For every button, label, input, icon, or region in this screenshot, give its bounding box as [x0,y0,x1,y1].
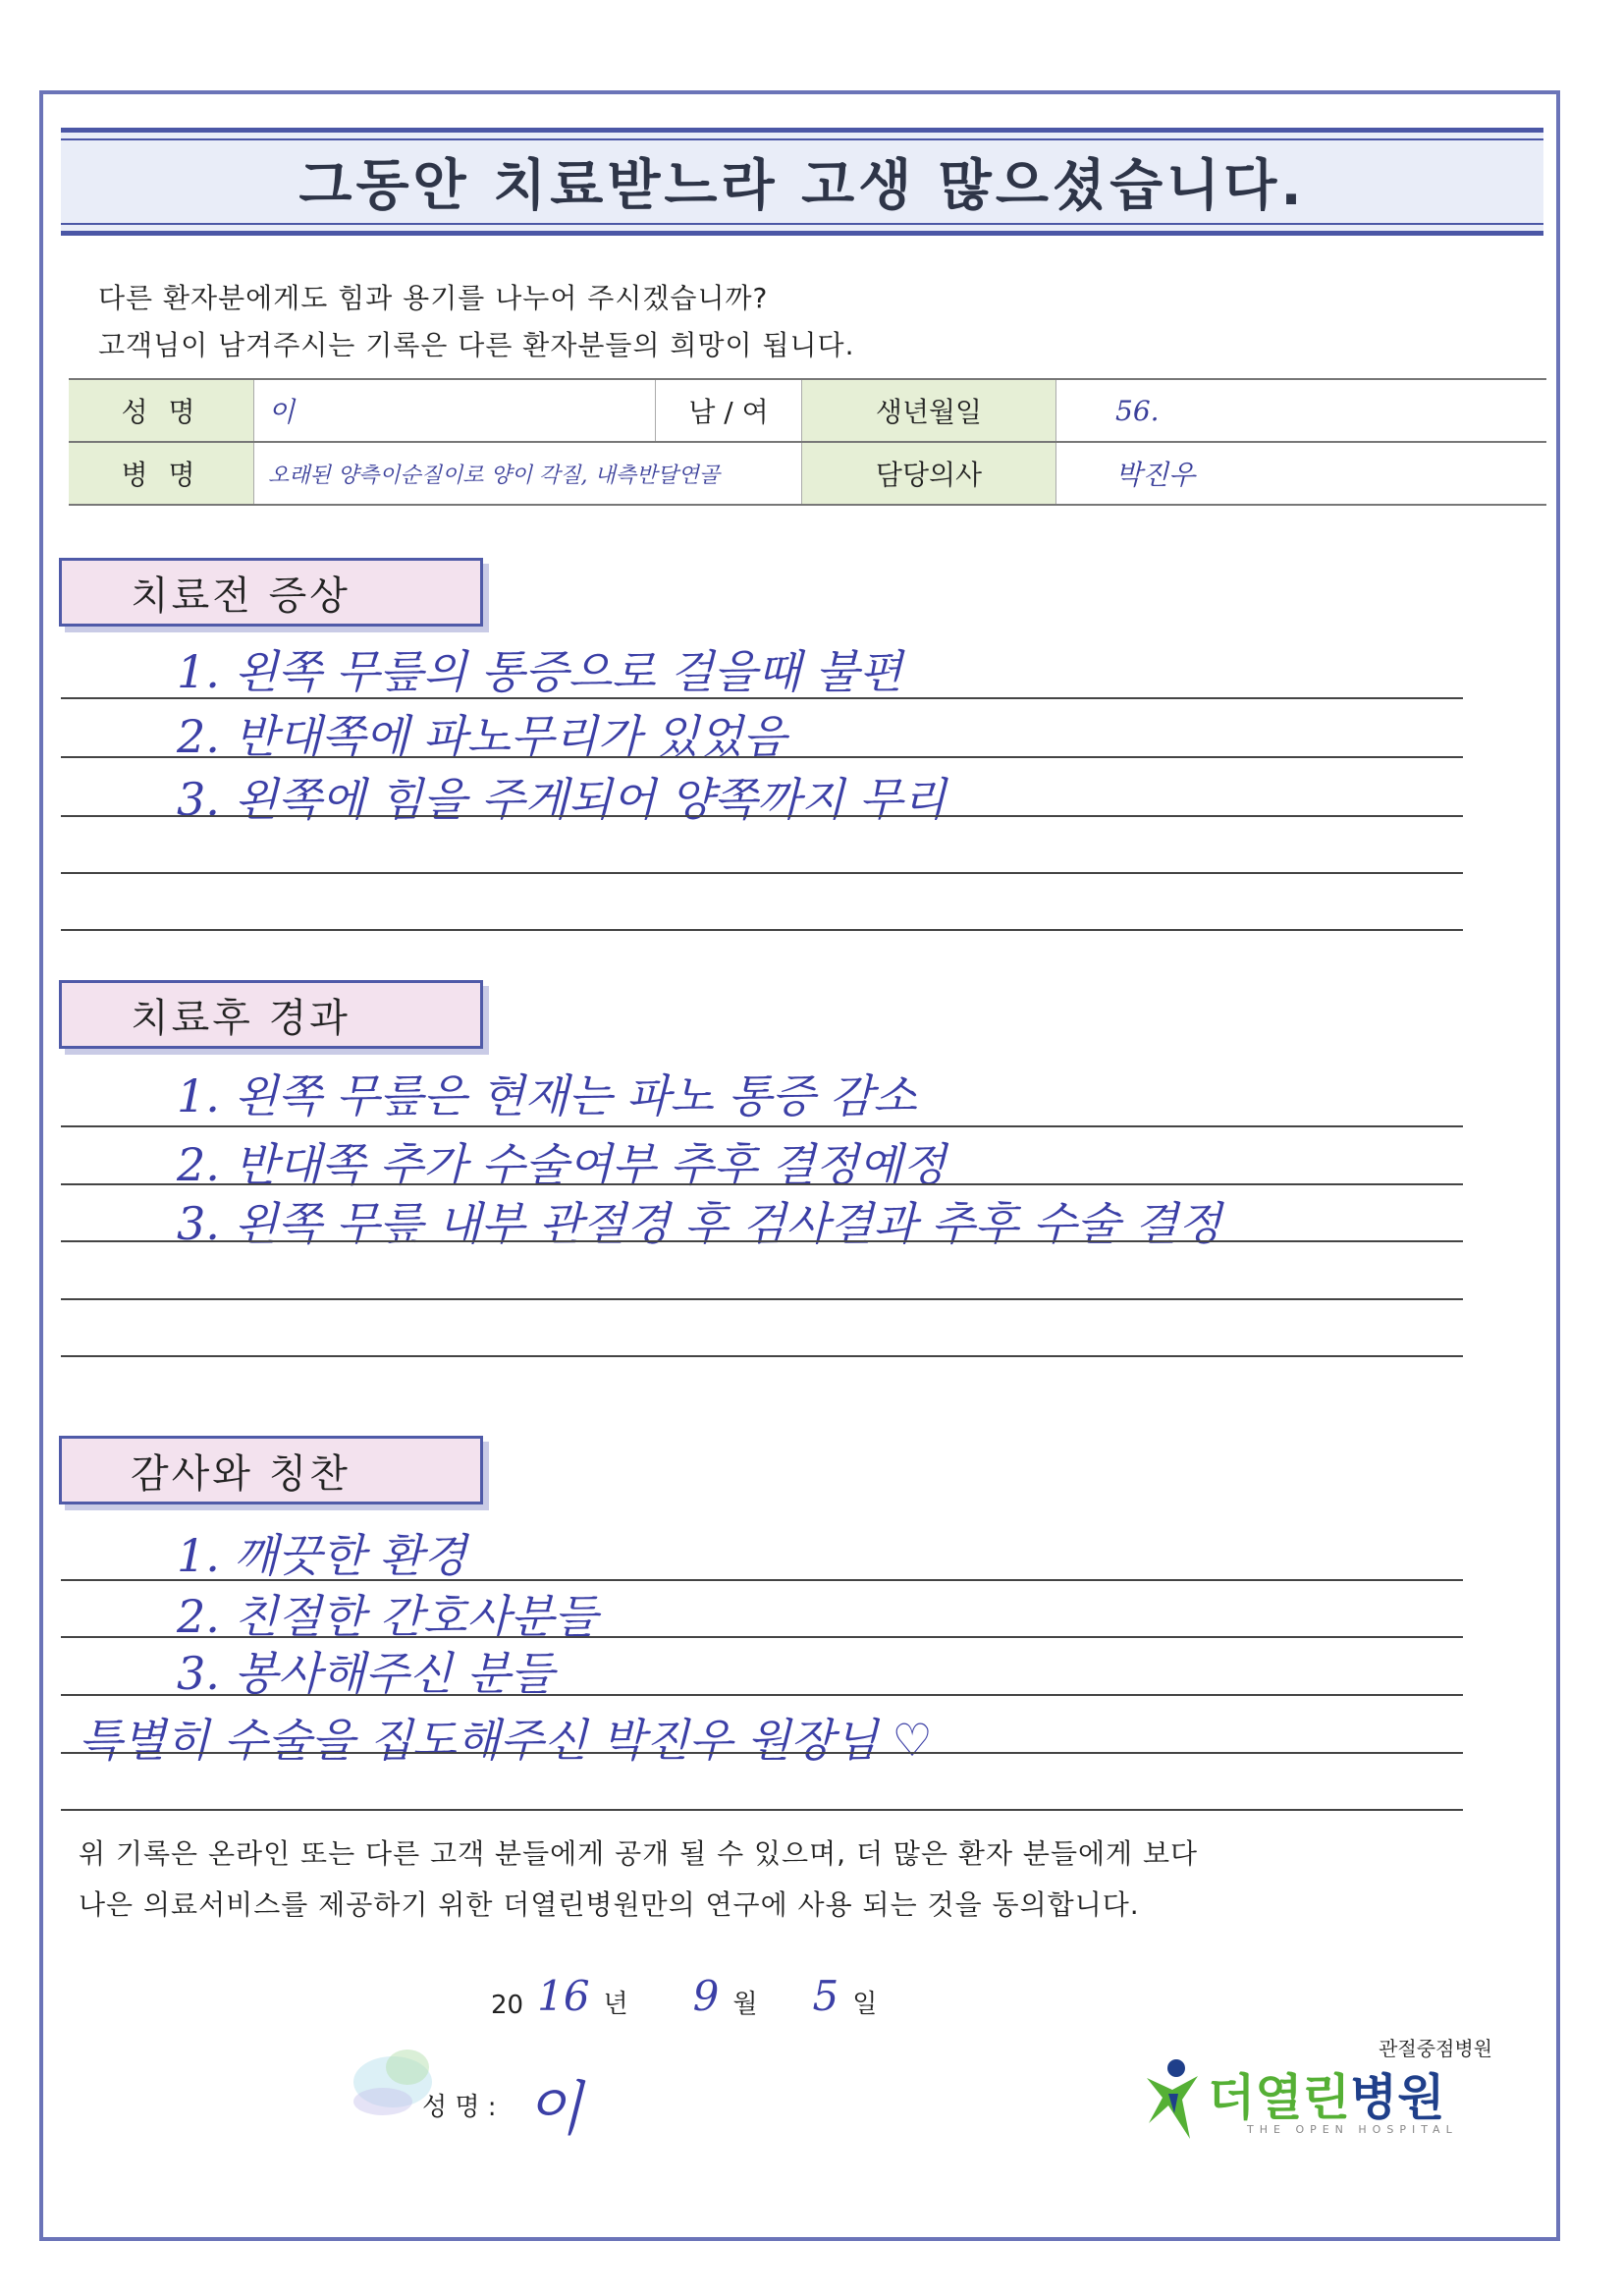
after-line-3: 3. 왼쪽 무릎 내부 관절경 후 검사결과 추후 수술 결정 [177,1197,1222,1250]
month-unit: 월 [732,1990,758,2019]
signature-row [422,2062,583,2147]
day-value: 5 [812,1972,839,2020]
writing-rule [61,1636,1463,1638]
writing-rule [61,1694,1463,1696]
section-before-heading: 치료전 증상 [59,558,483,627]
thanks-line-3: 3. 봉사해주신 분들 [177,1647,555,1700]
section-after-heading: 치료후 경과 [59,980,483,1049]
month-value: 9 [692,1972,720,2020]
section-thanks-heading: 감사와 칭찬 [59,1436,483,1504]
writing-rule [61,1355,1463,1357]
before-line-3: 3. 왼쪽에 힘을 주게되어 양쪽까지 무리 [177,773,947,826]
writing-rule [61,815,1463,817]
writing-rule [61,756,1463,758]
before-line-2: 2. 반대쪽에 파노무리가 있었음 [177,710,786,763]
writing-rule [61,1240,1463,1242]
writing-rule [61,929,1463,931]
sex-options: 남 / 여 [656,379,802,442]
name-value: 이 [254,379,656,442]
consent-line-2: 나은 의료서비스를 제공하기 위한 더열린병원만의 연구에 사용 되는 것을 동의합니다. [79,1888,1140,1921]
thanks-line-2: 2. 친절한 간호사분들 [177,1590,598,1643]
writing-rule [61,1183,1463,1185]
disease-label: 병 명 [69,442,254,505]
name-label: 성 명 [69,379,254,442]
patient-info-table [69,378,1546,506]
doctor-label: 담당의사 [802,442,1056,505]
writing-rule [61,872,1463,874]
doctor-value: 박진우 [1056,442,1547,505]
signature-label: 성 명 : [422,2092,497,2122]
hospital-mascot-icon [1139,2054,1208,2143]
title-banner [61,128,1543,236]
logo-english: THE OPEN HOSPITAL [1247,2123,1458,2136]
before-line-1: 1. 왼쪽 무릎의 통증으로 걸을때 불편 [177,645,903,698]
writing-rule [61,1809,1463,1811]
intro-line-2: 고객님이 남겨주시는 기록은 다른 환자분들의 희망이 됩니다. [98,329,855,361]
writing-rule [61,1125,1463,1127]
logo-name-green: 더열린 [1208,2069,1350,2126]
intro-line-1: 다른 환자분에게도 힘과 용기를 나누어 주시겠습니까? [98,282,769,314]
thanks-line-4: 특별히 수술을 집도해주신 박진우 원장님 ♡ [79,1714,933,1767]
after-line-2: 2. 반대쪽 추가 수술여부 추후 결정예정 [177,1138,947,1191]
writing-rule [61,697,1463,699]
birth-value: 56. [1056,379,1547,442]
disease-value: 오래된 양측이순질이로 양이 각질, 내측반달연골 [254,442,802,505]
writing-rule [61,1579,1463,1581]
birth-label: 생년월일 [802,379,1056,442]
form-title: 그동안 치료받느라 고생 많으셨습니다. [298,154,1306,218]
day-unit: 일 [852,1990,878,2019]
logo-subtitle: 관절중점병원 [1379,2037,1492,2060]
logo-name-blue: 병원 [1349,2069,1445,2126]
thanks-line-1: 1. 깨끗한 환경 [177,1529,467,1582]
signature-value: 이 [525,2075,583,2144]
writing-rule [61,1752,1463,1754]
after-line-1: 1. 왼쪽 무릎은 현재는 파노 통증 감소 [177,1069,917,1122]
year-prefix: 20 [491,1991,524,2020]
writing-rule [61,1298,1463,1300]
year-unit: 년 [603,1990,628,2019]
year-value: 16 [537,1972,590,2020]
date-row [491,1972,877,2020]
logo-wordmark [1208,2058,1445,2129]
consent-line-1: 위 기록은 온라인 또는 다른 고객 분들에게 공개 될 수 있으며, 더 많은 환자 분들에게 보다 [79,1837,1199,1870]
hospital-logo [1139,2033,1492,2151]
